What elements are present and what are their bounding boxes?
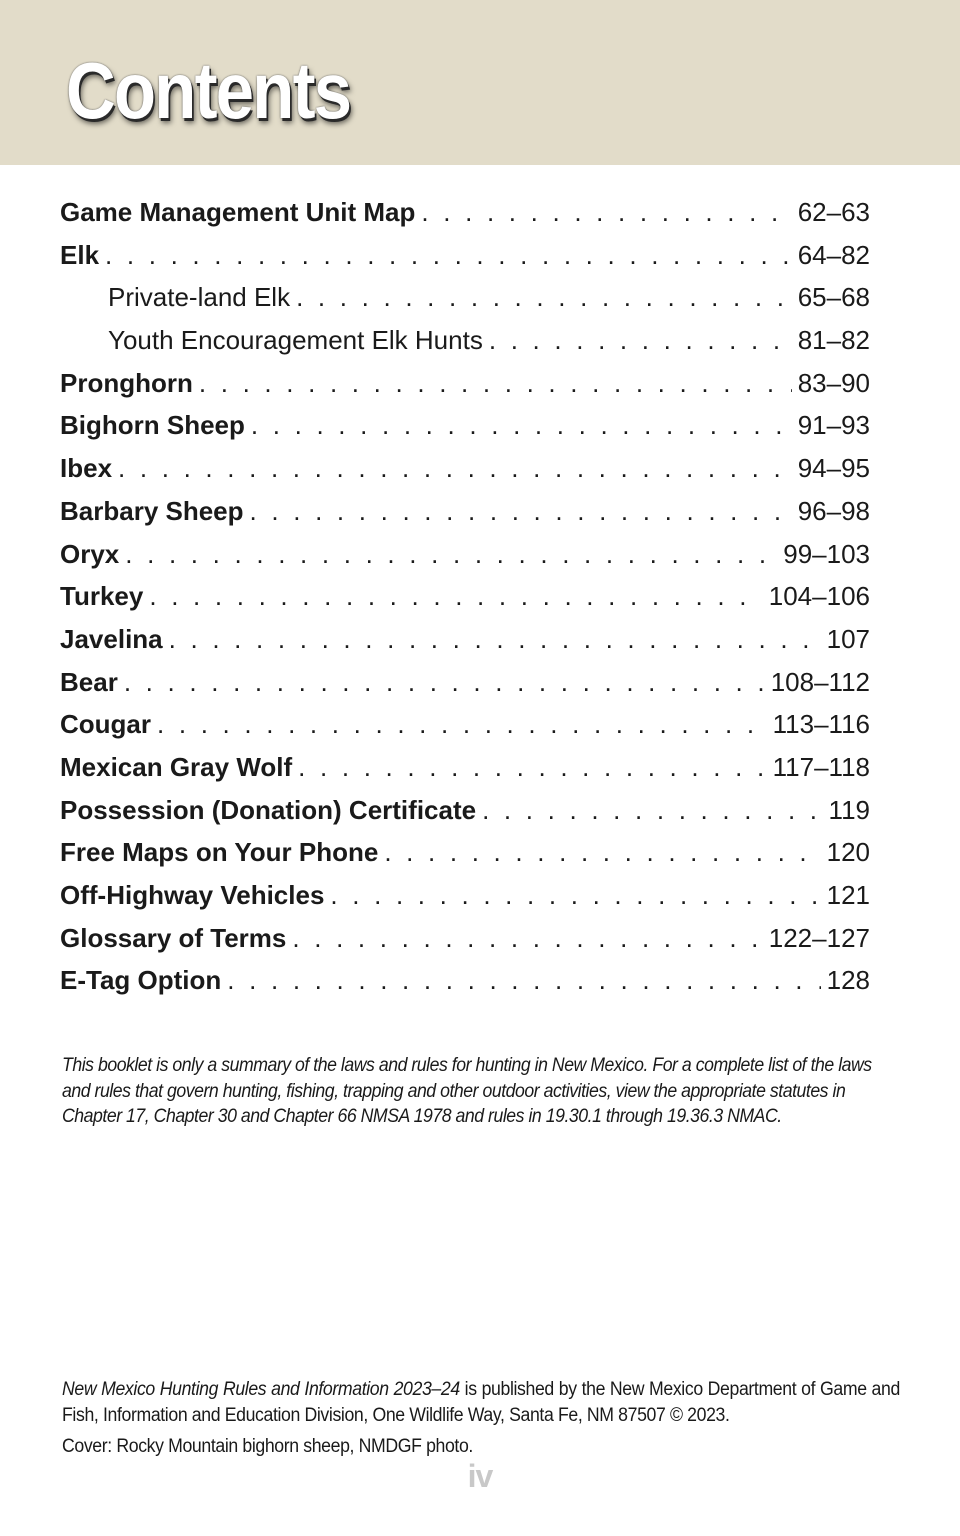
toc-entry-pages: 94–95	[797, 453, 870, 484]
dot-leader	[118, 453, 792, 484]
toc-entry-pages: 65–68	[797, 282, 870, 313]
dot-leader	[296, 282, 792, 313]
toc-entry[interactable]	[60, 752, 870, 795]
toc-entry-title: Javelina	[60, 623, 163, 654]
dot-leader	[421, 197, 791, 228]
toc-entry[interactable]	[60, 880, 870, 923]
toc-entry-title: Elk	[60, 239, 100, 270]
dot-leader	[330, 880, 820, 911]
toc-entry[interactable]	[60, 496, 870, 539]
table-of-contents	[60, 197, 870, 1008]
toc-entry-pages: 122–127	[768, 922, 870, 953]
toc-entry-pages: 96–98	[797, 495, 870, 526]
toc-entry-title: E-Tag Option	[60, 965, 222, 996]
dot-leader	[489, 325, 792, 356]
toc-entry[interactable]	[60, 282, 870, 325]
toc-entry-pages: 120	[826, 837, 870, 868]
dot-leader	[124, 667, 765, 698]
toc-entry-pages: 81–82	[797, 325, 870, 356]
toc-entry[interactable]	[60, 581, 870, 624]
toc-entry[interactable]	[60, 837, 870, 880]
dot-leader	[251, 410, 792, 441]
toc-entry-title: Bighorn Sheep	[60, 410, 245, 441]
toc-entry[interactable]	[60, 965, 870, 1008]
dot-leader	[199, 368, 792, 399]
page-title: Contents	[66, 46, 351, 135]
toc-entry[interactable]	[60, 368, 870, 411]
toc-entry-pages: 121	[826, 880, 870, 910]
toc-entry[interactable]	[60, 923, 870, 966]
toc-entry[interactable]	[60, 240, 870, 283]
toc-entry-title: Possession (Donation) Certificate	[60, 794, 477, 825]
toc-entry-pages: 107	[826, 623, 870, 654]
dot-leader	[298, 752, 766, 783]
dot-leader	[227, 965, 820, 996]
toc-entry-title: Oryx	[60, 538, 120, 569]
toc-entry-pages: 113–116	[772, 709, 870, 740]
dot-leader	[105, 240, 792, 271]
dot-leader	[250, 496, 792, 527]
toc-entry-pages: 91–93	[797, 410, 870, 441]
toc-entry-title: Barbary Sheep	[60, 495, 244, 526]
toc-entry[interactable]	[60, 325, 870, 368]
dot-leader	[149, 581, 762, 612]
toc-entry-title: Pronghorn	[60, 367, 193, 398]
toc-entry-title: Free Maps on Your Phone	[60, 837, 379, 868]
toc-entry-title: Bear	[60, 666, 118, 697]
publisher-statement-text: is published by the New Mexico Department of Game and Fish, Information and Education Division, One Wildlife Way, Santa Fe, NM 87507 © 2023.	[62, 1379, 900, 1426]
toc-entry[interactable]	[60, 624, 870, 667]
disclaimer-text: This booklet is only a summary of the laws and rules for hunting in New Mexico. For a complete list of the laws and rules that govern hunting, fishing, trapping and other outdoor activities, view the appropriate statutes in Chapter 17, Chapter 30 and Chapter 66 NMSA 1978 and rules in 19.30.1 through 19.36.3 NMAC.	[62, 1055, 872, 1127]
toc-entry[interactable]	[60, 667, 870, 710]
toc-entry[interactable]	[60, 709, 870, 752]
toc-entry-pages: 64–82	[797, 239, 870, 270]
publication-title: New Mexico Hunting Rules and Information 2023–24	[62, 1379, 460, 1400]
toc-entry-title: Cougar	[60, 709, 151, 740]
toc-entry-title: Glossary of Terms	[60, 922, 287, 953]
toc-entry-title: Game Management Unit Map	[60, 197, 416, 227]
toc-entry-title: Youth Encouragement Elk Hunts	[108, 325, 483, 356]
toc-entry-pages: 117–118	[772, 751, 870, 782]
toc-entry-pages: 108–112	[770, 666, 870, 697]
toc-entry[interactable]	[60, 539, 870, 582]
toc-entry-title: Mexican Gray Wolf	[60, 751, 293, 782]
toc-entry[interactable]	[60, 197, 870, 240]
toc-entry-pages: 119	[828, 794, 870, 825]
toc-entry-title: Private-land Elk	[108, 282, 291, 313]
toc-entry[interactable]	[60, 453, 870, 496]
toc-entry-pages: 128	[826, 965, 870, 996]
dot-leader	[384, 837, 820, 868]
dot-leader	[169, 624, 821, 655]
toc-entry[interactable]	[60, 795, 870, 838]
toc-entry-pages: 83–90	[797, 367, 870, 398]
header-band	[0, 0, 960, 165]
dot-leader	[292, 923, 762, 954]
toc-entry-title: Ibex	[60, 453, 113, 484]
toc-entry-title: Turkey	[60, 581, 144, 612]
dot-leader	[482, 795, 822, 826]
dot-leader	[157, 709, 767, 740]
toc-entry[interactable]	[60, 410, 870, 453]
toc-entry-pages: 62–63	[797, 197, 870, 227]
toc-entry-pages: 104–106	[768, 581, 870, 612]
dot-leader	[125, 539, 777, 570]
toc-entry-title: Off-Highway Vehicles	[60, 880, 325, 910]
page-number: iv	[467, 1458, 493, 1494]
publisher-statement	[62, 1377, 900, 1429]
toc-entry-pages: 99–103	[783, 538, 870, 569]
cover-credit: Cover: Rocky Mountain bighorn sheep, NMDGF photo.	[62, 1436, 473, 1457]
